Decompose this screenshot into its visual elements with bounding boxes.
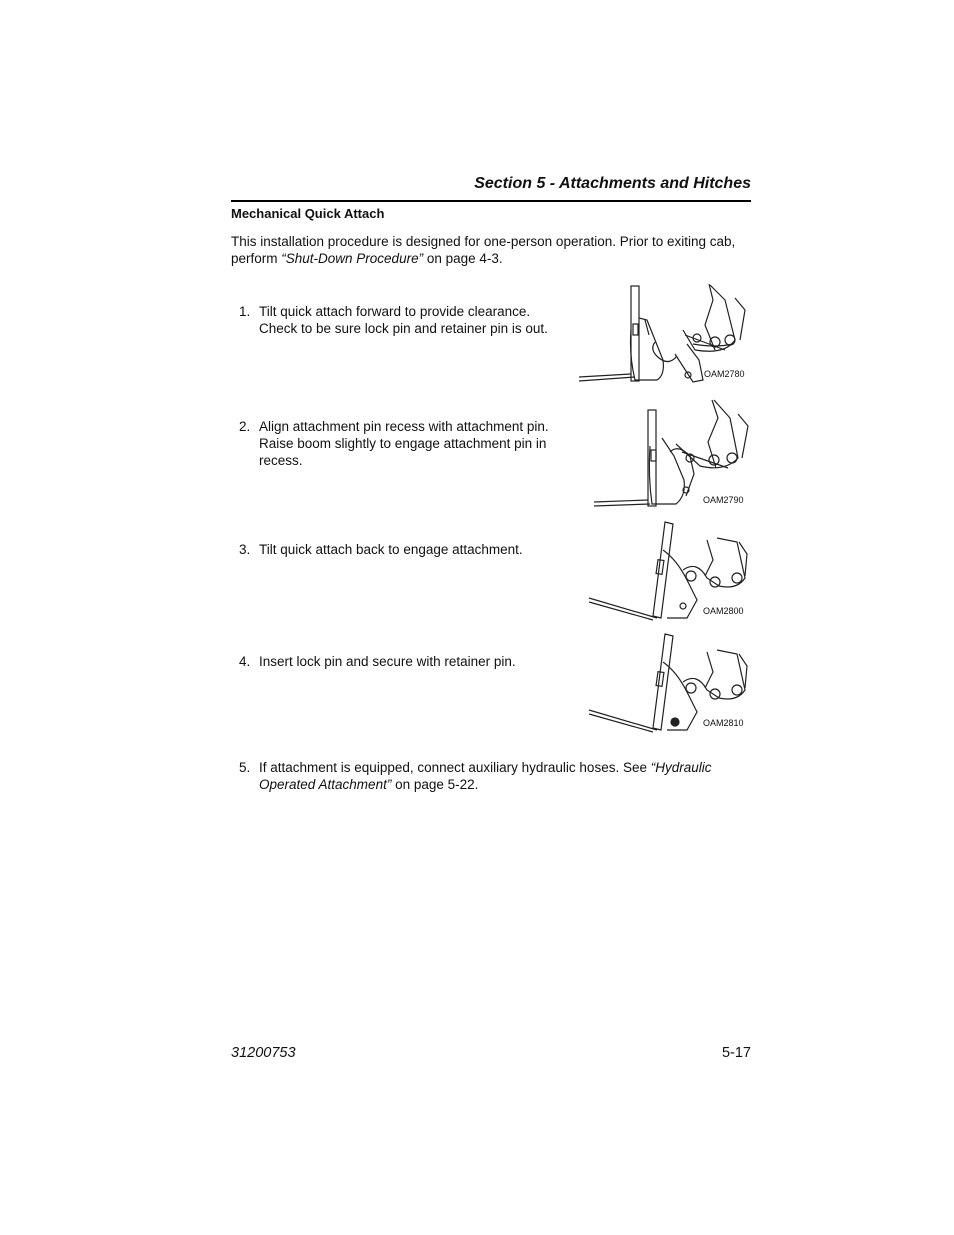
step-text-before: If attachment is equipped, connect auxiliary hydraulic hoses. See	[259, 760, 651, 775]
figure-oam2780	[575, 280, 755, 385]
intro-paragraph	[231, 233, 756, 267]
page-number: 5-17	[721, 1045, 751, 1061]
figure-oam2810	[587, 632, 755, 732]
quick-attach-illustration	[587, 520, 755, 620]
intro-text: This installation procedure is designed for one-person operation. Prior to exiting cab, perform	[231, 234, 736, 266]
figure-oam2790	[590, 396, 755, 508]
intro-text-after: on page 4-3.	[423, 251, 503, 266]
page-heading: Mechanical Quick Attach	[231, 206, 385, 221]
figure-label: OAM2780	[704, 369, 745, 379]
step-number: 2.	[239, 419, 251, 434]
figure-label: OAM2790	[703, 495, 744, 505]
step-number: 1.	[239, 304, 251, 319]
step-text: Insert lock pin and secure with retainer pin.	[259, 654, 516, 669]
step-3	[239, 541, 569, 558]
step-number: 3.	[239, 542, 251, 557]
quick-attach-illustration	[587, 632, 755, 732]
step-2	[239, 418, 569, 469]
step-4	[239, 653, 569, 670]
step-1	[239, 303, 569, 337]
section-title: Section 5 - Attachments and Hitches	[474, 175, 751, 192]
figure-label: OAM2800	[703, 606, 744, 616]
figure-oam2800	[587, 520, 755, 620]
shut-down-procedure-link[interactable]: “Shut-Down Procedure”	[281, 251, 424, 266]
header-rule	[231, 200, 751, 202]
step-number: 4.	[239, 654, 251, 669]
step-text	[239, 759, 749, 793]
document-number: 31200753	[231, 1045, 296, 1061]
figure-label: OAM2810	[703, 718, 744, 728]
step-text: Tilt quick attach back to engage attachment.	[259, 542, 523, 557]
hydraulic-operated-attachment-link[interactable]: “Hydraulic Operated Attachment”	[259, 760, 712, 792]
step-number: 5.	[239, 760, 251, 775]
quick-attach-illustration	[590, 396, 755, 508]
step-5	[239, 759, 749, 793]
step-text-after: on page 5-22.	[391, 777, 479, 792]
step-text: Tilt quick attach forward to provide clearance. Check to be sure lock pin and retainer pin is out.	[259, 304, 548, 336]
step-text: Align attachment pin recess with attachment pin. Raise boom slightly to engage attachment pin in recess.	[259, 419, 549, 468]
